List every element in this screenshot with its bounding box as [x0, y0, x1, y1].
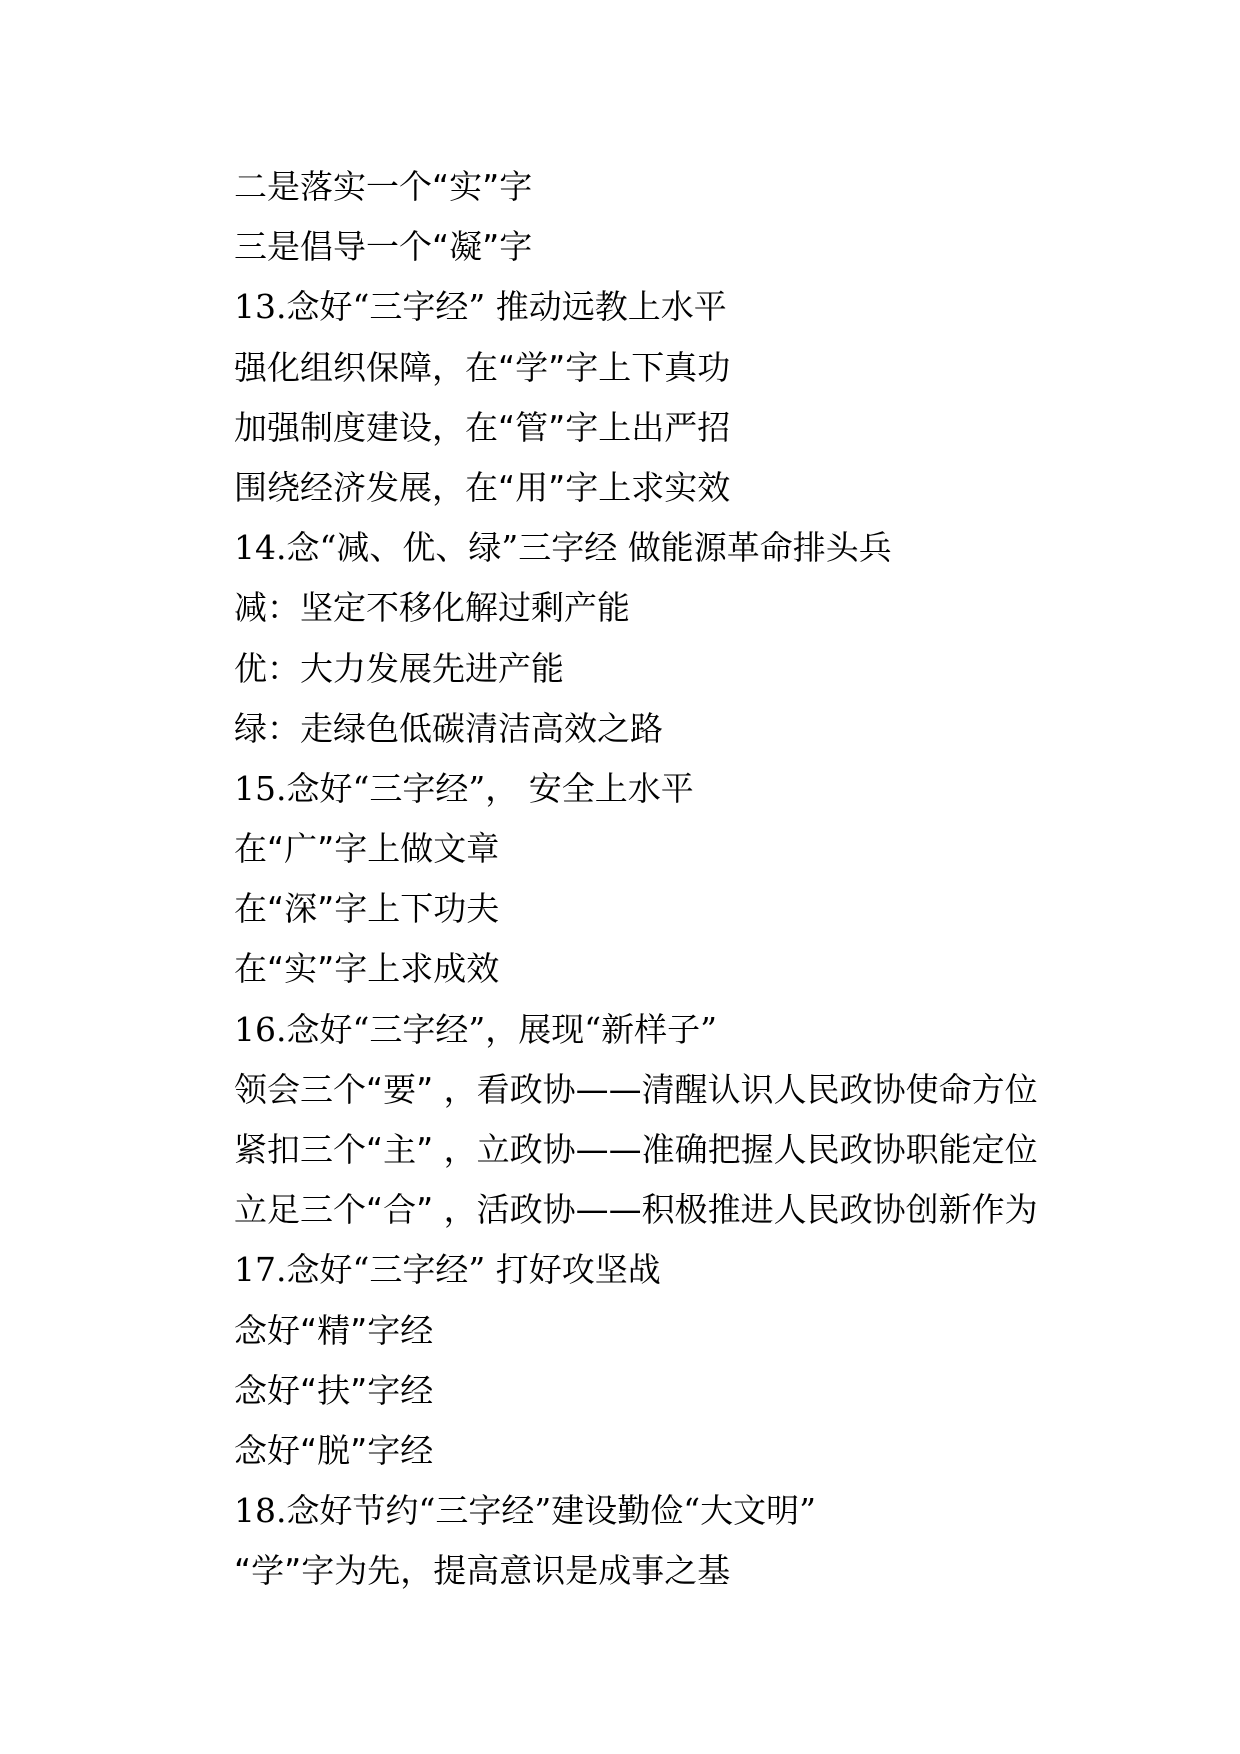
- document-body: [234, 157, 1134, 1602]
- text-line: 立足三个“合” ，活政协——积极推进人民政协创新作为: [234, 1190, 1038, 1230]
- text-line: 在“实”字上求成效: [234, 949, 500, 989]
- section-heading: 14.念“减、优、绿”三字经 做能源革命排头兵: [234, 528, 892, 568]
- text-line: 念好“脱”字经: [234, 1430, 434, 1470]
- text-line: 念好“扶”字经: [234, 1370, 434, 1410]
- section-heading: 17.念好“三字经” 打好攻坚战: [234, 1250, 661, 1290]
- text-line: 领会三个“要” ，看政协——清醒认识人民政协使命方位: [234, 1069, 1038, 1109]
- section-heading: 16.念好“三字经”，展现“新样子”: [234, 1009, 717, 1049]
- text-line: 紧扣三个“主” ，立政协——准确把握人民政协职能定位: [234, 1130, 1038, 1169]
- text-line: 在“深”字上下功夫: [234, 889, 500, 929]
- text-line: 绿：走绿色低碳清洁高效之路: [234, 708, 663, 748]
- text-line: 减：坚定不移化解过剩产能: [234, 588, 630, 628]
- section-heading: 15.念好“三字经”， 安全上水平: [234, 768, 694, 808]
- text-line: 三是倡导一个“凝”字: [234, 227, 533, 267]
- text-line: 在“广”字上做文章: [234, 829, 500, 869]
- text-line: 强化组织保障，在“学”字上下真功: [234, 347, 731, 387]
- text-line: 念好“精”字经: [234, 1310, 434, 1350]
- text-line: 加强制度建设，在“管”字上出严招: [234, 407, 731, 447]
- text-line: 二是落实一个“实”字: [234, 167, 533, 206]
- text-line: 围绕经济发展，在“用”字上求实效: [234, 467, 731, 507]
- section-heading: 13.念好“三字经” 推动远教上水平: [234, 287, 727, 327]
- text-line: 优：大力发展先进产能: [234, 648, 564, 688]
- text-line: “学”字为先，提高意识是成事之基: [234, 1551, 731, 1591]
- section-heading: 18.念好节约“三字经”建设勤俭“大文明”: [234, 1491, 816, 1531]
